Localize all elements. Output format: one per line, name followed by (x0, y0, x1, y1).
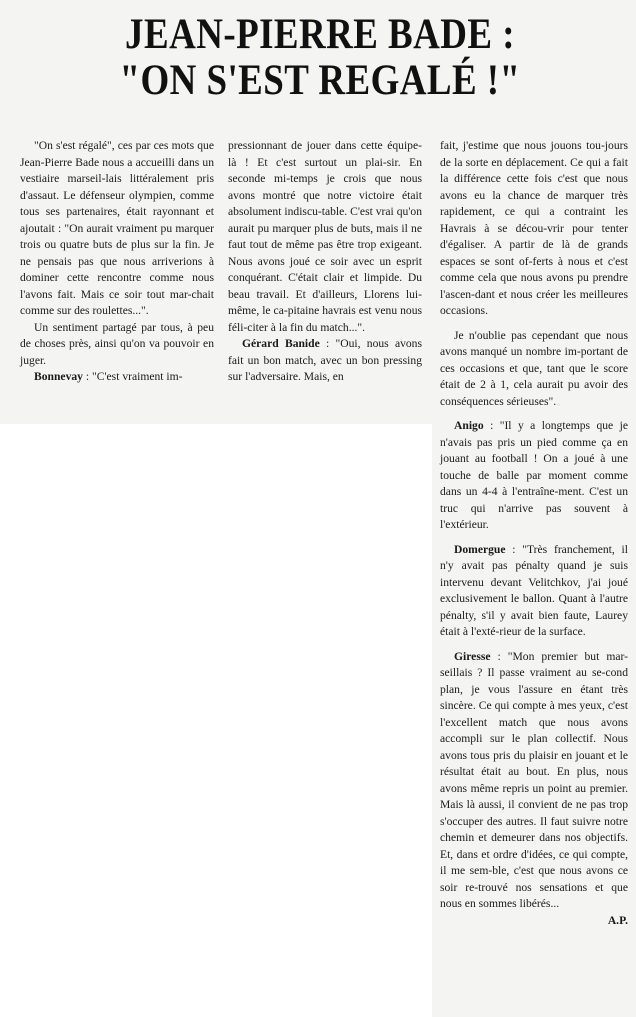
speaker-name: Giresse (454, 649, 491, 663)
quote-text: : "Mon premier but mar-seillais ? Il passe vraiment au se-cond plan, je vous l'assure en étant très sincère. Ce qui compte à mes yeux, c'est l'excellent match que nous avons accompli sur le plan collectif. Nous avons tous pris du plaisir en jouant et le résultat était au bout. En plus, nous avons même repris un point au premier. Mais là aussi, il convient de ne pas trop s'occuper des autres. Il faut suivre notre chemin et demeurer dans nos objectifs. Et, dans et ordre d'idées, ce qui compte, il me sem-ble, c'est que nous avons ce soir re-trouvé nos sensations et que nous en sommes libérés... (440, 649, 628, 910)
speaker-name: Gérard Banide (242, 337, 320, 350)
headline-line-2: "ON S'EST REGALÉ !" (119, 57, 521, 104)
article-headline (96, 12, 543, 104)
author-signature: A.P. (607, 913, 628, 927)
quote-text: : "Très franchement, il n'y avait pas pénalty quand je suis intervenu devant Velitchkov, j'ai joué exclusivement le ballon. Quant à l'autre pénalty, s'il y avait bien faute, Laurey était à l'exté-rieur de la surface. (440, 542, 628, 638)
article-column-3 (440, 138, 628, 929)
paragraph: pressionnant de jouer dans cette équipe-là ! Et c'est surtout un plai-sir. En seconde mi-temps je crois que nous avons montré que notre victoire était absolument indiscu-table. C'est vrai qu'on aurait pu marquer plus de buts, mais il ne faut tout de même pas être trop exigeant. Nous avons joué ce soir avec un esprit conquérant. C'était clair et limpide. Du beau travail. Et d'ailleurs, Llorens lui-même, le ca-pitaine havrais est venu nous féli-citer à la fin du match...". (228, 139, 422, 334)
paragraph: "On s'est régalé", ces par ces mots que Jean-Pierre Bade nous a accueilli dans un vestiaire marseil-lais littéralement pris d'assaut. Le défenseur olympien, comme tous ses partenaires, était rayonnant et ajoutait : "On aurait vraiment pu marquer trois ou quatre buts de plus sur la fin. Je ne pensais pas que nous arriverions à dominer cette rencontre comme nous l'avons fait. Mais ce soir tout mar-chait comme sur des roulettes...". (20, 139, 214, 317)
paragraph (440, 649, 628, 913)
speaker-name: Anigo (454, 419, 484, 432)
paragraph: Je n'oublie pas cependant que nous avons manqué un nombre im-portant de ces occasions et que, tant que le score était de 2 à 1, cela aurait pu avoir des conséquences sérieuses". (440, 328, 628, 408)
article-column-1 (20, 138, 214, 386)
headline-line-1: JEAN-PIERRE BADE : (125, 11, 515, 58)
paragraph (440, 418, 628, 534)
paragraph (228, 336, 422, 386)
paragraph (20, 369, 214, 386)
paragraph: fait, j'estime que nous jouons tou-jours de la sorte en déplacement. Ce qui a fait la différence cette fois c'est que nous avons eu la chance de marquer très rapidement, ce qui a contraint les Havrais à se décou-vrir pour tenter d'égaliser. A partir de là de grands espaces se sont of-ferts à nous et c'est comme cela que nous avons pu prendre l'ascen-dant et nous créer les meilleures occasions. (440, 139, 628, 317)
paragraph: Un sentiment partagé par tous, à peu de choses près, ainsi qu'on va pouvoir en juger. (20, 320, 214, 367)
quote-text: : "Il y a longtemps que je n'avais pas pris un pied comme ça en jouant au football ! On a joué à une touche de balle par moment comme dans un 4-4 à l'entraîne-ment. C'est un truc qui n'arrive pas souvent à l'extérieur. (440, 419, 628, 531)
speaker-name: Bonnevay (34, 370, 83, 383)
quote-text: : "C'est vraiment im- (82, 370, 183, 383)
speaker-name: Domergue (454, 542, 506, 556)
article-column-2 (228, 138, 422, 386)
paragraph (440, 542, 628, 641)
quote-text: : "Oui, nous avons fait un bon match, avec un bon pressing sur l'adversaire. Mais, en (228, 337, 422, 383)
